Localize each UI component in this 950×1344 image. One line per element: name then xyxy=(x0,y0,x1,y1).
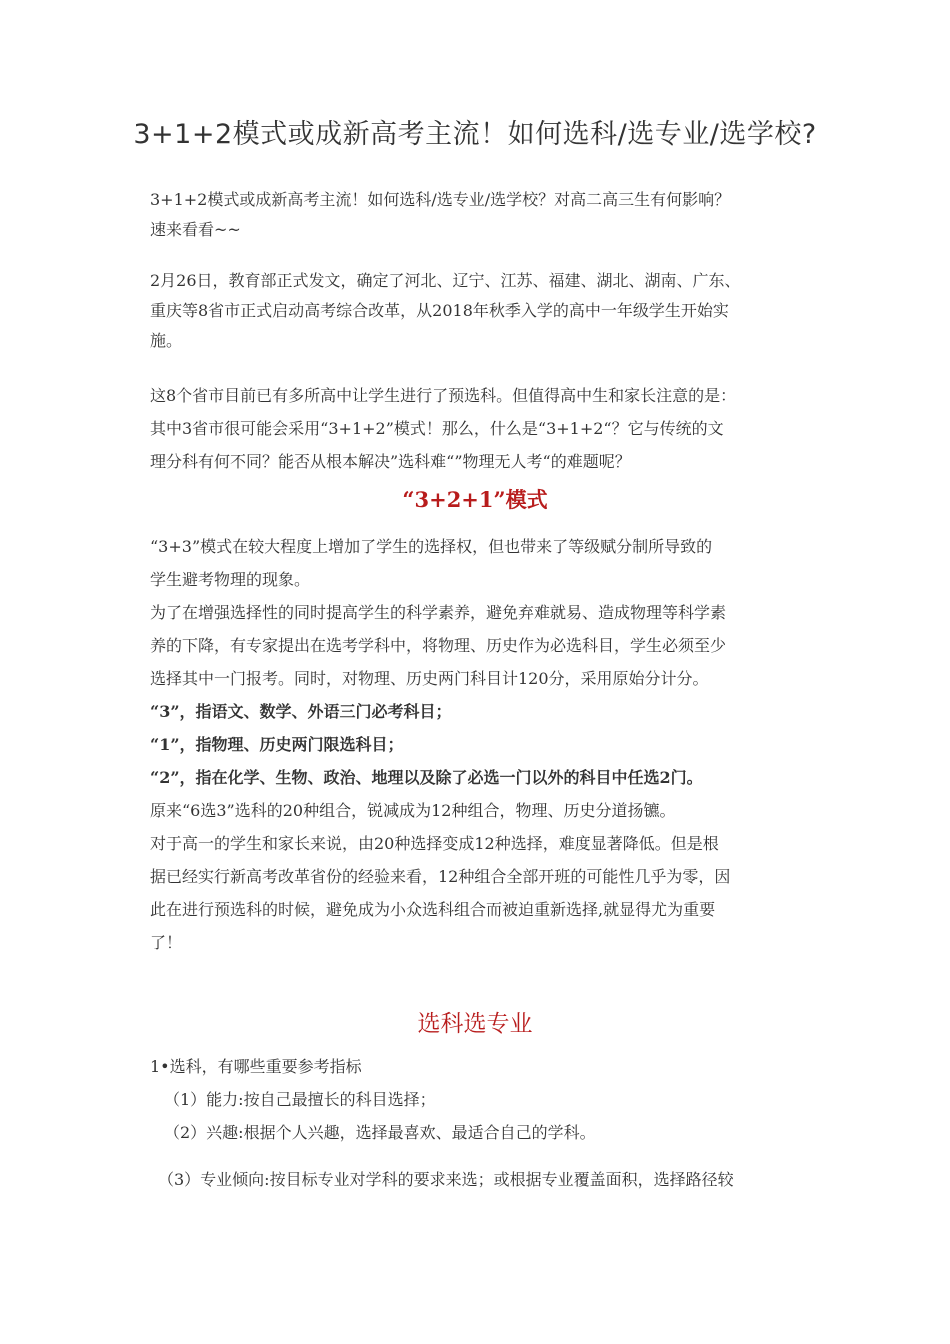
intro-paragraph xyxy=(150,185,810,245)
paragraph-line: 为了在增强选择性的同时提高学生的科学素养，避免弃难就易、造成物理等科学素 xyxy=(150,603,727,622)
paragraph-line: 这8个省市目前已有多所高中让学生进行了预选科。但值得高中生和家长注意的是： xyxy=(150,386,737,405)
list-item: （2）兴趣:根据个人兴趣，选择最喜欢、最适合自己的学科。 xyxy=(164,1123,596,1142)
question-paragraph xyxy=(150,379,810,478)
paragraph-line: 其中3省市很可能会采用“3+1+2”模式！那么，什么是“3+1+2“？它与传统的文 xyxy=(150,419,724,438)
paragraph-line: 原来“6选3”选科的20种组合，锐减成为12种组合，物理、历史分道扬镳。 xyxy=(150,801,676,820)
paragraph-line: 学生避考物理的现象。 xyxy=(150,570,311,589)
section-heading-choose: 选科选专业 xyxy=(417,1011,533,1037)
paragraph-line: 选择其中一门报考。同时，对物理、历史两门科目计120分，采用原始分计分。 xyxy=(150,669,709,688)
intro-line: 速来看看~~ xyxy=(150,220,241,239)
list-item-title: 1•选科，有哪些重要参考指标 xyxy=(150,1057,362,1076)
paragraph-line: 据已经实行新高考改革省份的经验来看，12种组合全部开班的可能性几乎为零，因 xyxy=(150,867,731,886)
definition-line: “2”，指在化学、生物、政治、地理以及除了必选一门以外的科目中任选2门。 xyxy=(150,768,703,787)
paragraph-line: 2月26日，教育部正式发文，确定了河北、辽宁、江苏、福建、湖北、湖南、广东、 xyxy=(150,271,741,290)
intro-line: 3+1+2模式或成新高考主流！如何选科/选专业/选学校？对高二高三生有何影响？ xyxy=(150,190,731,209)
model-explanation xyxy=(150,530,810,959)
paragraph-line: 了！ xyxy=(150,933,183,952)
announcement-paragraph xyxy=(150,266,810,356)
paragraph-line: 施。 xyxy=(150,331,183,350)
paragraph-line: 对于高一的学生和家长来说，由20种选择变成12种选择，难度显著降低。但是根 xyxy=(150,834,719,853)
page-title: 3+1+2模式或成新高考主流！如何选科/选专业/选学校? xyxy=(133,119,817,150)
list-item-3: （3）专业倾向:按目标专业对学科的要求来选；或根据专业覆盖面积，选择路径较 xyxy=(158,1170,734,1189)
indicator-list xyxy=(150,1050,810,1149)
paragraph-line: “3+3”模式在较大程度上增加了学生的选择权，但也带来了等级赋分制所导致的 xyxy=(150,537,713,556)
definition-line: “3”，指语文、数学、外语三门必考科目； xyxy=(150,702,452,721)
definition-line: “1”，指物理、历史两门限选科目； xyxy=(150,735,404,754)
list-item: （1）能力:按自己最擅长的科目选择； xyxy=(164,1090,436,1109)
paragraph-line: 理分科有何不同？能否从根本解决”选科难“”物理无人考“的难题呢？ xyxy=(150,452,631,471)
paragraph-line: 重庆等8省市正式启动高考综合改革，从2018年秋季入学的高中一年级学生开始实 xyxy=(150,301,729,320)
paragraph-line: 养的下降，有专家提出在选考学科中，将物理、历史作为必选科目，学生必须至少 xyxy=(150,636,727,655)
paragraph-line: 此在进行预选科的时候，避免成为小众选科组合而被迫重新选择,就显得尤为重要 xyxy=(150,900,716,919)
section-heading-model: “3+2+1”模式 xyxy=(402,487,548,512)
